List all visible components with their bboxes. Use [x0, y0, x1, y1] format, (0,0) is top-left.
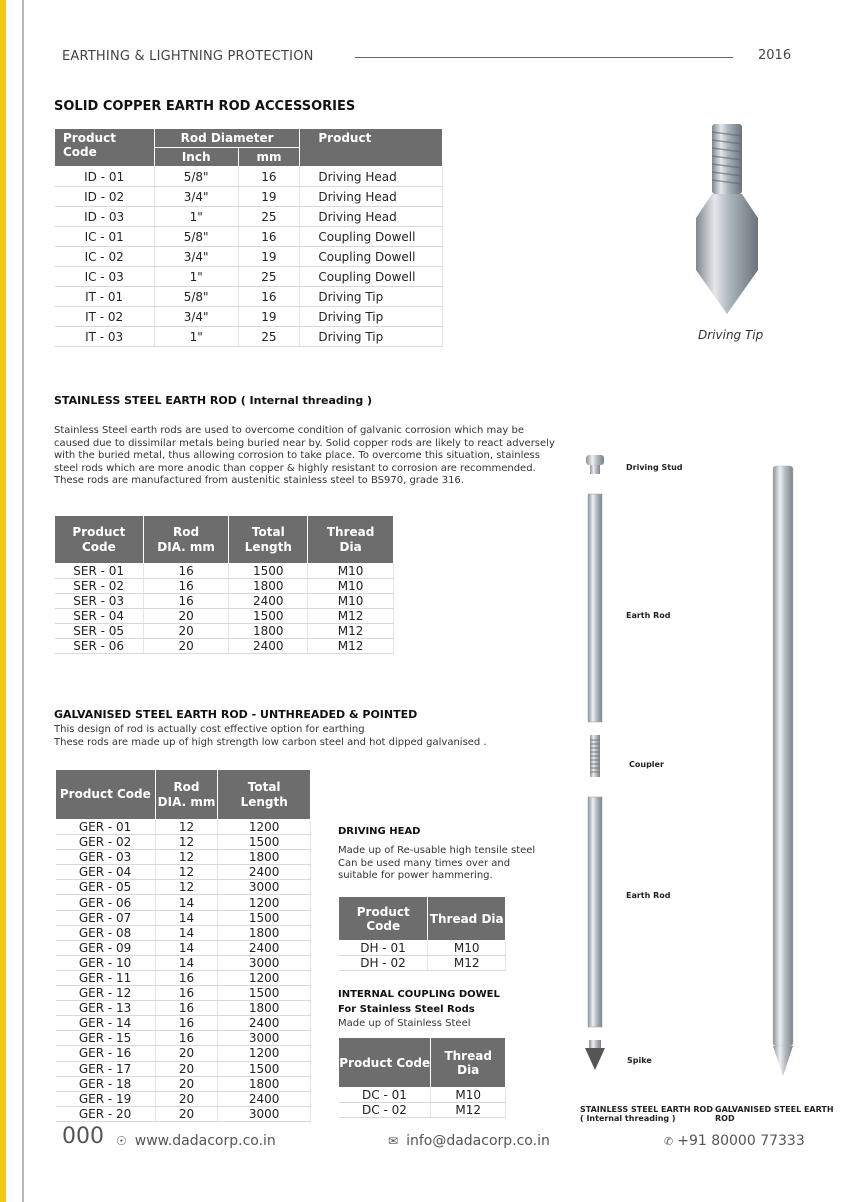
section-title-galvanised-rod: GALVANISED STEEL EARTH ROD - UNTHREADED & POINTED — [54, 708, 418, 721]
table-cell: GER - 01 — [56, 820, 156, 835]
table-cell: 12 — [155, 880, 218, 895]
table-cell: Coupling Dowell — [300, 267, 443, 287]
table-cell: 1" — [154, 207, 238, 227]
table-cell: IC - 01 — [55, 227, 155, 247]
envelope-icon: ✉ — [388, 1134, 399, 1148]
table-cell: 1500 — [229, 564, 308, 579]
table-cell: M10 — [428, 941, 506, 956]
table-cell: 1500 — [218, 910, 311, 925]
table-cell: 5/8" — [154, 167, 238, 187]
table-row — [56, 820, 311, 835]
coupling-dowel-subtitle: For Stainless Steel Rods — [338, 1004, 475, 1015]
table-cell: 20 — [155, 1046, 218, 1061]
table-row — [56, 986, 311, 1001]
table-cell: GER - 19 — [56, 1091, 156, 1106]
footer-phone[interactable]: ✆ +91 80000 77333 — [664, 1133, 805, 1149]
table-cell: Driving Head — [300, 187, 443, 207]
table-cell: Driving Tip — [300, 307, 443, 327]
table-cell: IC - 02 — [55, 247, 155, 267]
driving-head-description: Made up of Re-usable high tensile steel Can be used many times over and suitable for power hammering. — [338, 845, 536, 881]
table-row — [55, 639, 394, 654]
table-row — [56, 895, 311, 910]
table-cell: 20 — [155, 1061, 218, 1076]
accent-bar — [0, 0, 6, 1202]
table-cell: GER - 07 — [56, 910, 156, 925]
table-cell: 12 — [155, 850, 218, 865]
table-cell: IC - 03 — [55, 267, 155, 287]
stainless-description: Stainless Steel earth rods are used to overcome condition of galvanic corrosion which may be caused due to dissimilar metals being buried near by. Solid copper rods are likely to react adversely with the buried metal, thus allowing corrosion to take place. To overcome this situation, stainless steel rods which are more anodic than copper & highly resistant to corrosion are recommended. These rods are manufactured from austenitic stainless steel to BS970, grade 316. — [54, 425, 555, 486]
table-cell: 1500 — [218, 986, 311, 1001]
caption-galvanised-rod: GALVANISED STEEL EARTH ROD — [715, 1105, 834, 1123]
table-cell: SER - 03 — [55, 594, 144, 609]
table-cell: 14 — [155, 910, 218, 925]
coupling-dowel-table — [338, 1037, 506, 1118]
earth-rod-diagram — [570, 450, 820, 1090]
table-cell: 16 — [155, 1001, 218, 1016]
table-cell: Coupling Dowell — [300, 247, 443, 267]
table-row — [55, 624, 394, 639]
col-header-rod-diameter: Rod Diameter — [154, 129, 300, 148]
table-row — [55, 579, 394, 594]
table-row — [339, 1103, 506, 1118]
table-cell: 1500 — [218, 835, 311, 850]
section-title-copper-accessories: SOLID COPPER EARTH ROD ACCESSORIES — [54, 99, 356, 114]
table-cell: GER - 10 — [56, 955, 156, 970]
table-cell: GER - 15 — [56, 1031, 156, 1046]
table-cell: 5/8" — [154, 227, 238, 247]
table-cell: GER - 09 — [56, 940, 156, 955]
col-header-total-length: Total Length — [218, 770, 311, 820]
table-cell: SER - 04 — [55, 609, 144, 624]
table-cell: 20 — [155, 1091, 218, 1106]
col-header-product-code: Product Code — [56, 770, 156, 820]
table-cell: 1200 — [218, 1046, 311, 1061]
galvanised-description: This design of rod is actually cost effective option for earthing These rods are made up of high strength low carbon steel and hot dipped galvanised . — [54, 724, 487, 748]
table-row — [55, 594, 394, 609]
table-row — [55, 564, 394, 579]
table-cell: 1800 — [218, 1076, 311, 1091]
table-row — [56, 1076, 311, 1091]
col-header-mm: mm — [238, 148, 300, 167]
table-cell: DH - 01 — [339, 941, 428, 956]
table-cell: 16 — [143, 579, 229, 594]
caption-stainless-rod: STAINLESS STEEL EARTH ROD ( Internal threading ) — [580, 1105, 713, 1123]
table-cell: M12 — [308, 609, 394, 624]
table-cell: 3000 — [218, 1106, 311, 1121]
table-row — [55, 207, 443, 227]
table-cell: 19 — [238, 187, 300, 207]
table-cell: 3000 — [218, 955, 311, 970]
table-cell: 1800 — [218, 1001, 311, 1016]
col-header-product-code: Product Code — [339, 897, 428, 941]
table-row — [56, 1106, 311, 1121]
table-cell: 16 — [155, 1031, 218, 1046]
page-number: 000 — [62, 1124, 104, 1149]
table-row — [55, 327, 443, 347]
table-cell: 20 — [143, 609, 229, 624]
table-cell: SER - 06 — [55, 639, 144, 654]
table-cell: 1" — [154, 327, 238, 347]
table-cell: 25 — [238, 207, 300, 227]
table-cell: 20 — [155, 1076, 218, 1091]
table-cell: 16 — [143, 564, 229, 579]
table-row — [55, 187, 443, 207]
table-cell: 1800 — [218, 925, 311, 940]
phone-icon: ✆ — [664, 1135, 674, 1148]
table-cell: 3/4" — [154, 307, 238, 327]
label-driving-stud: Driving Stud — [626, 463, 683, 472]
table-row — [55, 609, 394, 624]
col-header-total-length: Total Length — [229, 516, 308, 564]
table-cell: 16 — [238, 167, 300, 187]
table-cell: 16 — [238, 227, 300, 247]
coupling-dowel-description: Made up of Stainless Steel — [338, 1018, 471, 1029]
table-cell: M10 — [431, 1088, 506, 1103]
col-header-product-code: Product Code — [55, 516, 144, 564]
copper-accessories-table — [54, 128, 443, 347]
table-row — [55, 287, 443, 307]
table-cell: ID - 01 — [55, 167, 155, 187]
table-row — [339, 956, 506, 971]
table-cell: DC - 02 — [339, 1103, 431, 1118]
table-row — [56, 940, 311, 955]
table-row — [56, 1016, 311, 1031]
table-cell: IT - 03 — [55, 327, 155, 347]
driving-tip-image — [682, 118, 772, 328]
footer-website[interactable]: ☉ www.dadacorp.co.in — [116, 1133, 276, 1149]
table-cell: SER - 01 — [55, 564, 144, 579]
table-cell: 1200 — [218, 970, 311, 985]
table-cell: 25 — [238, 327, 300, 347]
table-row — [56, 1001, 311, 1016]
col-header-product: Product — [300, 129, 443, 167]
table-cell: GER - 12 — [56, 986, 156, 1001]
table-cell: SER - 05 — [55, 624, 144, 639]
table-cell: 1800 — [229, 624, 308, 639]
table-cell: M12 — [308, 624, 394, 639]
table-cell: 3000 — [218, 1031, 311, 1046]
label-coupler: Coupler — [629, 760, 664, 769]
table-row — [339, 941, 506, 956]
table-row — [55, 227, 443, 247]
table-cell: 20 — [143, 639, 229, 654]
table-row — [56, 910, 311, 925]
table-cell: 3/4" — [154, 247, 238, 267]
col-header-thread-dia: Thread Dia — [308, 516, 394, 564]
table-cell: 3/4" — [154, 187, 238, 207]
globe-icon: ☉ — [116, 1134, 127, 1148]
table-cell: 1500 — [229, 609, 308, 624]
driving-tip-caption: Driving Tip — [698, 328, 764, 342]
table-cell: GER - 08 — [56, 925, 156, 940]
table-cell: GER - 02 — [56, 835, 156, 850]
table-cell: 25 — [238, 267, 300, 287]
table-cell: GER - 14 — [56, 1016, 156, 1031]
table-cell: GER - 05 — [56, 880, 156, 895]
page-header-year: 2016 — [758, 48, 792, 63]
table-row — [56, 925, 311, 940]
table-cell: 12 — [155, 865, 218, 880]
table-row — [56, 1091, 311, 1106]
table-cell: M10 — [308, 579, 394, 594]
table-cell: GER - 17 — [56, 1061, 156, 1076]
table-cell: 12 — [155, 835, 218, 850]
table-cell: ID - 02 — [55, 187, 155, 207]
col-header-thread-dia: Thread Dia — [428, 897, 506, 941]
table-cell: 1200 — [218, 820, 311, 835]
table-cell: 1500 — [218, 1061, 311, 1076]
table-cell: 16 — [238, 287, 300, 307]
col-header-rod-dia: Rod DIA. mm — [155, 770, 218, 820]
table-row — [55, 307, 443, 327]
table-cell: 5/8" — [154, 287, 238, 307]
table-row — [56, 1061, 311, 1076]
table-cell: GER - 18 — [56, 1076, 156, 1091]
table-cell: 1" — [154, 267, 238, 287]
table-cell: GER - 13 — [56, 1001, 156, 1016]
table-cell: ID - 03 — [55, 207, 155, 227]
table-cell: Driving Head — [300, 167, 443, 187]
table-cell: GER - 11 — [56, 970, 156, 985]
table-cell: GER - 16 — [56, 1046, 156, 1061]
table-cell: Driving Tip — [300, 287, 443, 307]
table-cell: 14 — [155, 925, 218, 940]
stainless-rod-table — [54, 515, 394, 654]
label-earth-rod-2: Earth Rod — [626, 891, 671, 900]
col-header-rod-dia: Rod DIA. mm — [143, 516, 229, 564]
col-header-inch: Inch — [154, 148, 238, 167]
section-title-stainless-rod: STAINLESS STEEL EARTH ROD ( Internal threading ) — [54, 394, 373, 407]
table-cell: 2400 — [229, 639, 308, 654]
table-row — [55, 267, 443, 287]
table-cell: 19 — [238, 247, 300, 267]
col-header-product-code: Product Code — [55, 129, 155, 167]
label-spike: Spike — [627, 1056, 652, 1065]
label-earth-rod-1: Earth Rod — [626, 611, 671, 620]
table-row — [56, 835, 311, 850]
galvanised-rod-table — [55, 769, 311, 1122]
table-row — [56, 955, 311, 970]
table-cell: GER - 20 — [56, 1106, 156, 1121]
col-header-thread-dia: Thread Dia — [431, 1038, 506, 1088]
table-cell: Driving Head — [300, 207, 443, 227]
table-cell: 16 — [143, 594, 229, 609]
table-row — [56, 865, 311, 880]
table-cell: SER - 02 — [55, 579, 144, 594]
table-row — [56, 880, 311, 895]
table-cell: GER - 03 — [56, 850, 156, 865]
table-cell: 14 — [155, 955, 218, 970]
table-cell: 20 — [155, 1106, 218, 1121]
table-cell: 14 — [155, 895, 218, 910]
table-cell: DC - 01 — [339, 1088, 431, 1103]
table-cell: 1800 — [218, 850, 311, 865]
table-cell: 2400 — [218, 940, 311, 955]
driving-head-table — [338, 896, 506, 971]
margin-line — [22, 0, 24, 1202]
table-cell: M10 — [308, 594, 394, 609]
table-cell: 16 — [155, 970, 218, 985]
table-row — [55, 247, 443, 267]
footer-email[interactable]: ✉ info@dadacorp.co.in — [388, 1133, 550, 1149]
page-header-title: EARTHING & LIGHTNING PROTECTION — [62, 49, 314, 64]
table-cell: M12 — [428, 956, 506, 971]
table-cell: 1800 — [229, 579, 308, 594]
table-cell: 2400 — [218, 1016, 311, 1031]
table-cell: GER - 06 — [56, 895, 156, 910]
table-cell: 16 — [155, 1016, 218, 1031]
table-row — [55, 167, 443, 187]
table-cell: IT - 02 — [55, 307, 155, 327]
table-cell: 20 — [143, 624, 229, 639]
table-cell: 12 — [155, 820, 218, 835]
table-row — [56, 1031, 311, 1046]
table-cell: 2400 — [218, 1091, 311, 1106]
coupling-dowel-title: INTERNAL COUPLING DOWEL — [338, 989, 500, 1000]
driving-head-title: DRIVING HEAD — [338, 826, 421, 837]
table-cell: GER - 04 — [56, 865, 156, 880]
col-header-product-code: Product Code — [339, 1038, 431, 1088]
table-cell: M12 — [431, 1103, 506, 1118]
table-row — [56, 1046, 311, 1061]
table-cell: DH - 02 — [339, 956, 428, 971]
table-cell: 3000 — [218, 880, 311, 895]
table-cell: IT - 01 — [55, 287, 155, 307]
table-cell: 16 — [155, 986, 218, 1001]
table-row — [339, 1088, 506, 1103]
table-row — [56, 850, 311, 865]
table-cell: Coupling Dowell — [300, 227, 443, 247]
table-row — [56, 970, 311, 985]
table-cell: 2400 — [229, 594, 308, 609]
table-cell: 14 — [155, 940, 218, 955]
table-cell: Driving Tip — [300, 327, 443, 347]
header-rule — [355, 57, 733, 58]
table-cell: 2400 — [218, 865, 311, 880]
table-cell: M10 — [308, 564, 394, 579]
table-cell: M12 — [308, 639, 394, 654]
table-cell: 19 — [238, 307, 300, 327]
table-cell: 1200 — [218, 895, 311, 910]
